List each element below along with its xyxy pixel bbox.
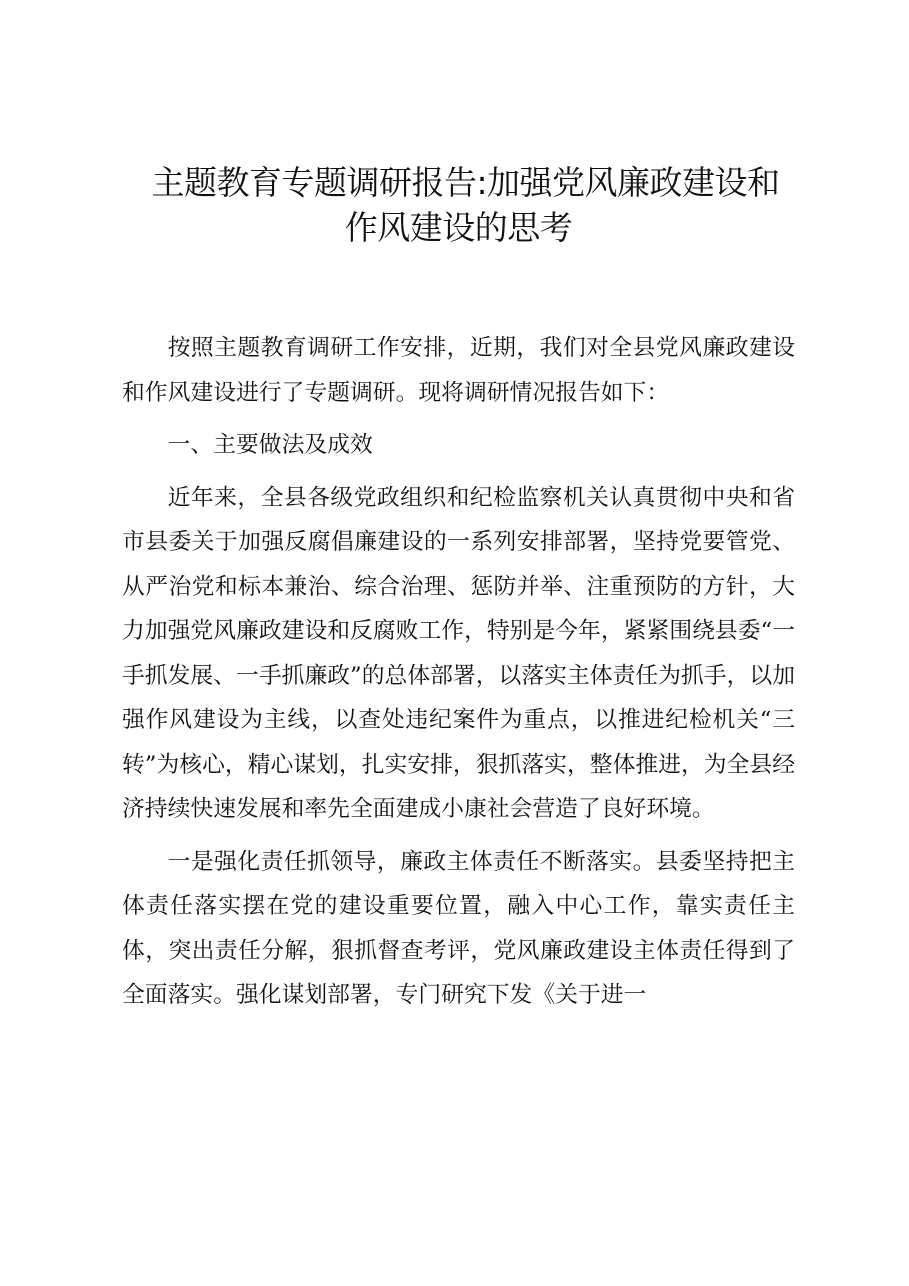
title-line-1: 主题教育专题调研报告:加强党风廉政建设和	[151, 163, 780, 202]
title-line-2: 作风建设的思考	[344, 208, 573, 247]
document-title	[122, 160, 795, 250]
section-heading: 一、主要做法及成效	[167, 432, 373, 458]
body-paragraph: 一是强化责任抓领导，廉政主体责任不断落实。县委坚持把主体责任落实摆在党的建设重要位置，融入中心工作，靠实责任主体，突出责任分解，狠抓督查考评，党风廉政建设主体责任得到了全面落实。强化谋划部署，专门研究下发《关于进一	[122, 848, 795, 1008]
document-body	[122, 326, 795, 1018]
body-paragraph: 近年来，全县各级党政组织和纪检监察机关认真贯彻中央和省市县委关于加强反腐倡廉建设的一系列安排部署，坚持党要管党、从严治党和标本兼治、综合治理、惩防并举、注重预防的方针，大力加强党风廉政建设和反腐败工作，特别是今年，紧紧围绕县委“一手抓发展、一手抓廉政”的总体部署，以落实主体责任为抓手，以加强作风建设为主线，以查处违纪案件为重点，以推进纪检机关“三转”为核心，精心谋划，扎实安排，狠抓落实，整体推进，为全县经济持续快速发展和率先全面建成小康社会营造了良好环境。	[122, 484, 795, 822]
intro-paragraph: 按照主题教育调研工作安排，近期，我们对全县党风廉政建设和作风建设进行了专题调研。现将调研情况报告如下：	[122, 335, 795, 406]
